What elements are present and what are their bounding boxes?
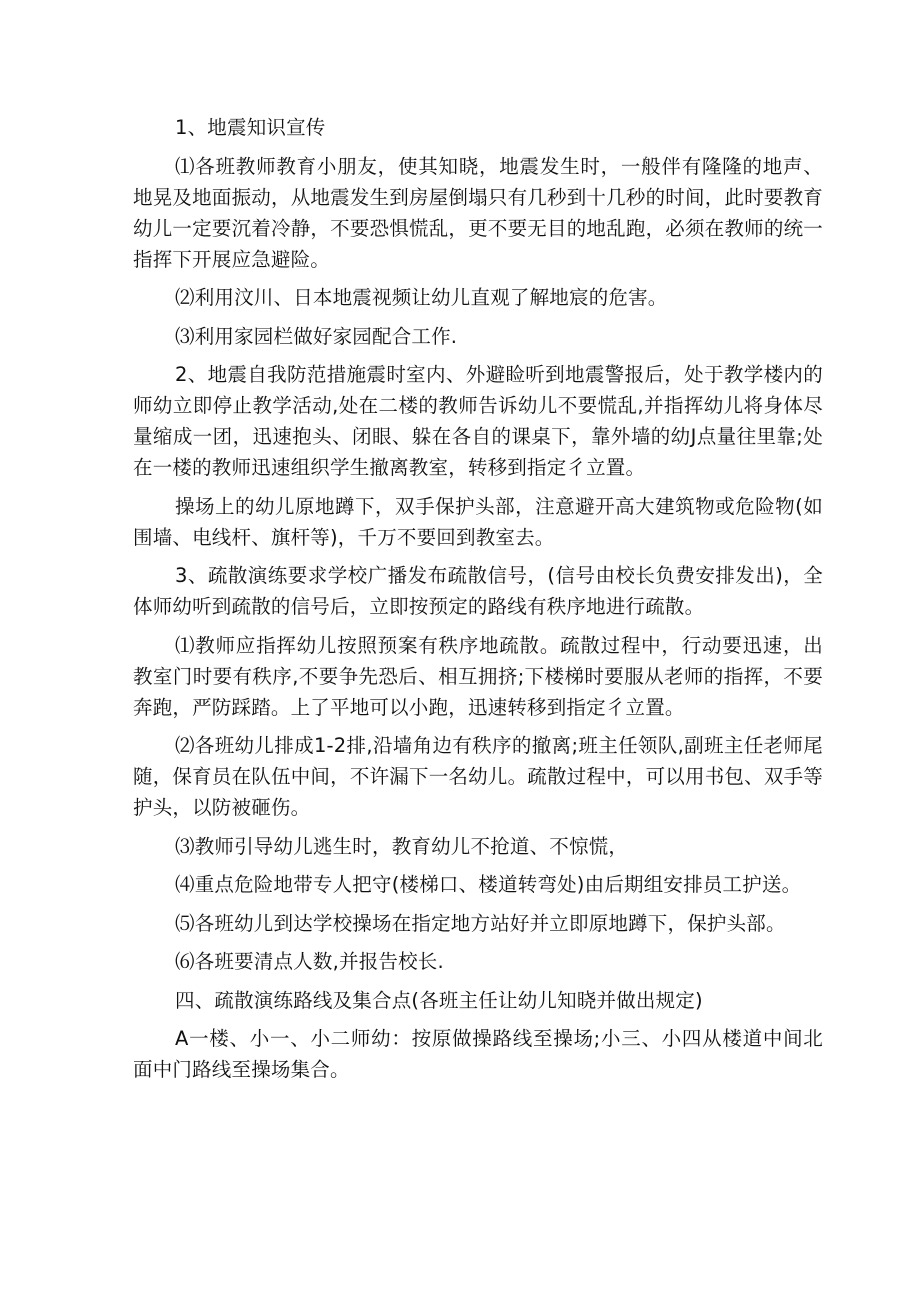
paragraph-self-protection-measures: 2、地震自我防范措施震时室内、外避睑听到地震警报后，处于教学楼内的师幼立即停止教学活动,处在二楼的教师告诉幼儿不要慌乱,并指挥幼儿将身体尽量缩成一团，迅速抱头、闭眼、躲在各自的课桌下，靠外墙的幼J点量往里靠;处在一楼的教师迅速组织学生撤离教室，转移到指定彳立置。 <box>133 363 823 479</box>
paragraph-first-floor-route: A一楼、小一、小二师幼：按原做操路线至操场;小三、小四从楼道中间北面中门路线至操场集合。 <box>133 1027 823 1081</box>
paragraph-home-school-board: ⑶利用家园栏做好家园配合工作. <box>175 324 458 348</box>
paragraph-evacuation-requirements: 3、疏散演练要求学校广播发布疏散信号，(信号由校长负费安排发出)，全体师幼听到疏散的信号后，立即按预定的路线有秩序地进行疏散。 <box>133 564 823 618</box>
paragraph-headcount: ⑹各班要清点人数,并报告校长. <box>175 950 444 973</box>
document-body <box>133 112 823 1093</box>
paragraph-assemble-playground: ⑸各班幼儿到达学校操场在指定地方站好并立即原地蹲下，保护头部。 <box>175 911 786 935</box>
paragraph-guide-escape: ⑶教师引导幼儿逃生时，教育幼儿不抢道、不惊慌， <box>175 834 629 858</box>
paragraph-orderly-evacuation: ⑴教师应指挥幼儿按照预案有秩序地疏散。疏散过程中，行动要迅速，出教室门时要有秩序,不要争先恐后、相互拥挤;下楼梯时要服从老师的指挥，不要奔跑，严防踩踏。上了平地可以小跑，迅速转移到指定彳立置。 <box>133 633 823 719</box>
paragraph-earthquake-videos: ⑵利用汶川、日本地震视频让幼儿直观了解地宸的危害。 <box>175 286 668 309</box>
paragraph-danger-zone-guards: ⑷重点危险地带专人把守(楼梯口、楼道转弯处)由后期组安排员工护送。 <box>175 873 802 896</box>
paragraph-routes-heading: 四、疏散演练路线及集合点(各班主任让幼儿知晓并做出规定) <box>175 988 703 1012</box>
paragraph-teacher-education: ⑴各班教师教育小朋友，使其知晓，地震发生时，一般伴有隆隆的地声、地晃及地面振动，从地震发生到房屋倒塌只有几秒到十几秒的时间，此时要教育幼儿一定要沉着冷静，不要恐惧慌乱，更不要无目的地乱跑，必须在教师的统一指挥下开展应急避险。 <box>133 154 823 271</box>
paragraph-earthquake-knowledge-heading: 1、地震知识宣传 <box>175 116 326 139</box>
paragraph-class-lines: ⑵各班幼儿排成1-2排,沿墙角边有秩序的撤离;班主任领队,副班主任老师尾随，保育员在队伍中间，不许漏下一名幼儿。疏散过程中，可以用书包、双手等护头，以防被砸伤。 <box>133 734 823 819</box>
paragraph-playground-crouch: 操场上的幼儿原地蹲下，双手保护头部，注意避开高大建筑物或危险物(如围墙、电线杆、旗杆等)，千万不要回到教室去。 <box>133 494 823 549</box>
